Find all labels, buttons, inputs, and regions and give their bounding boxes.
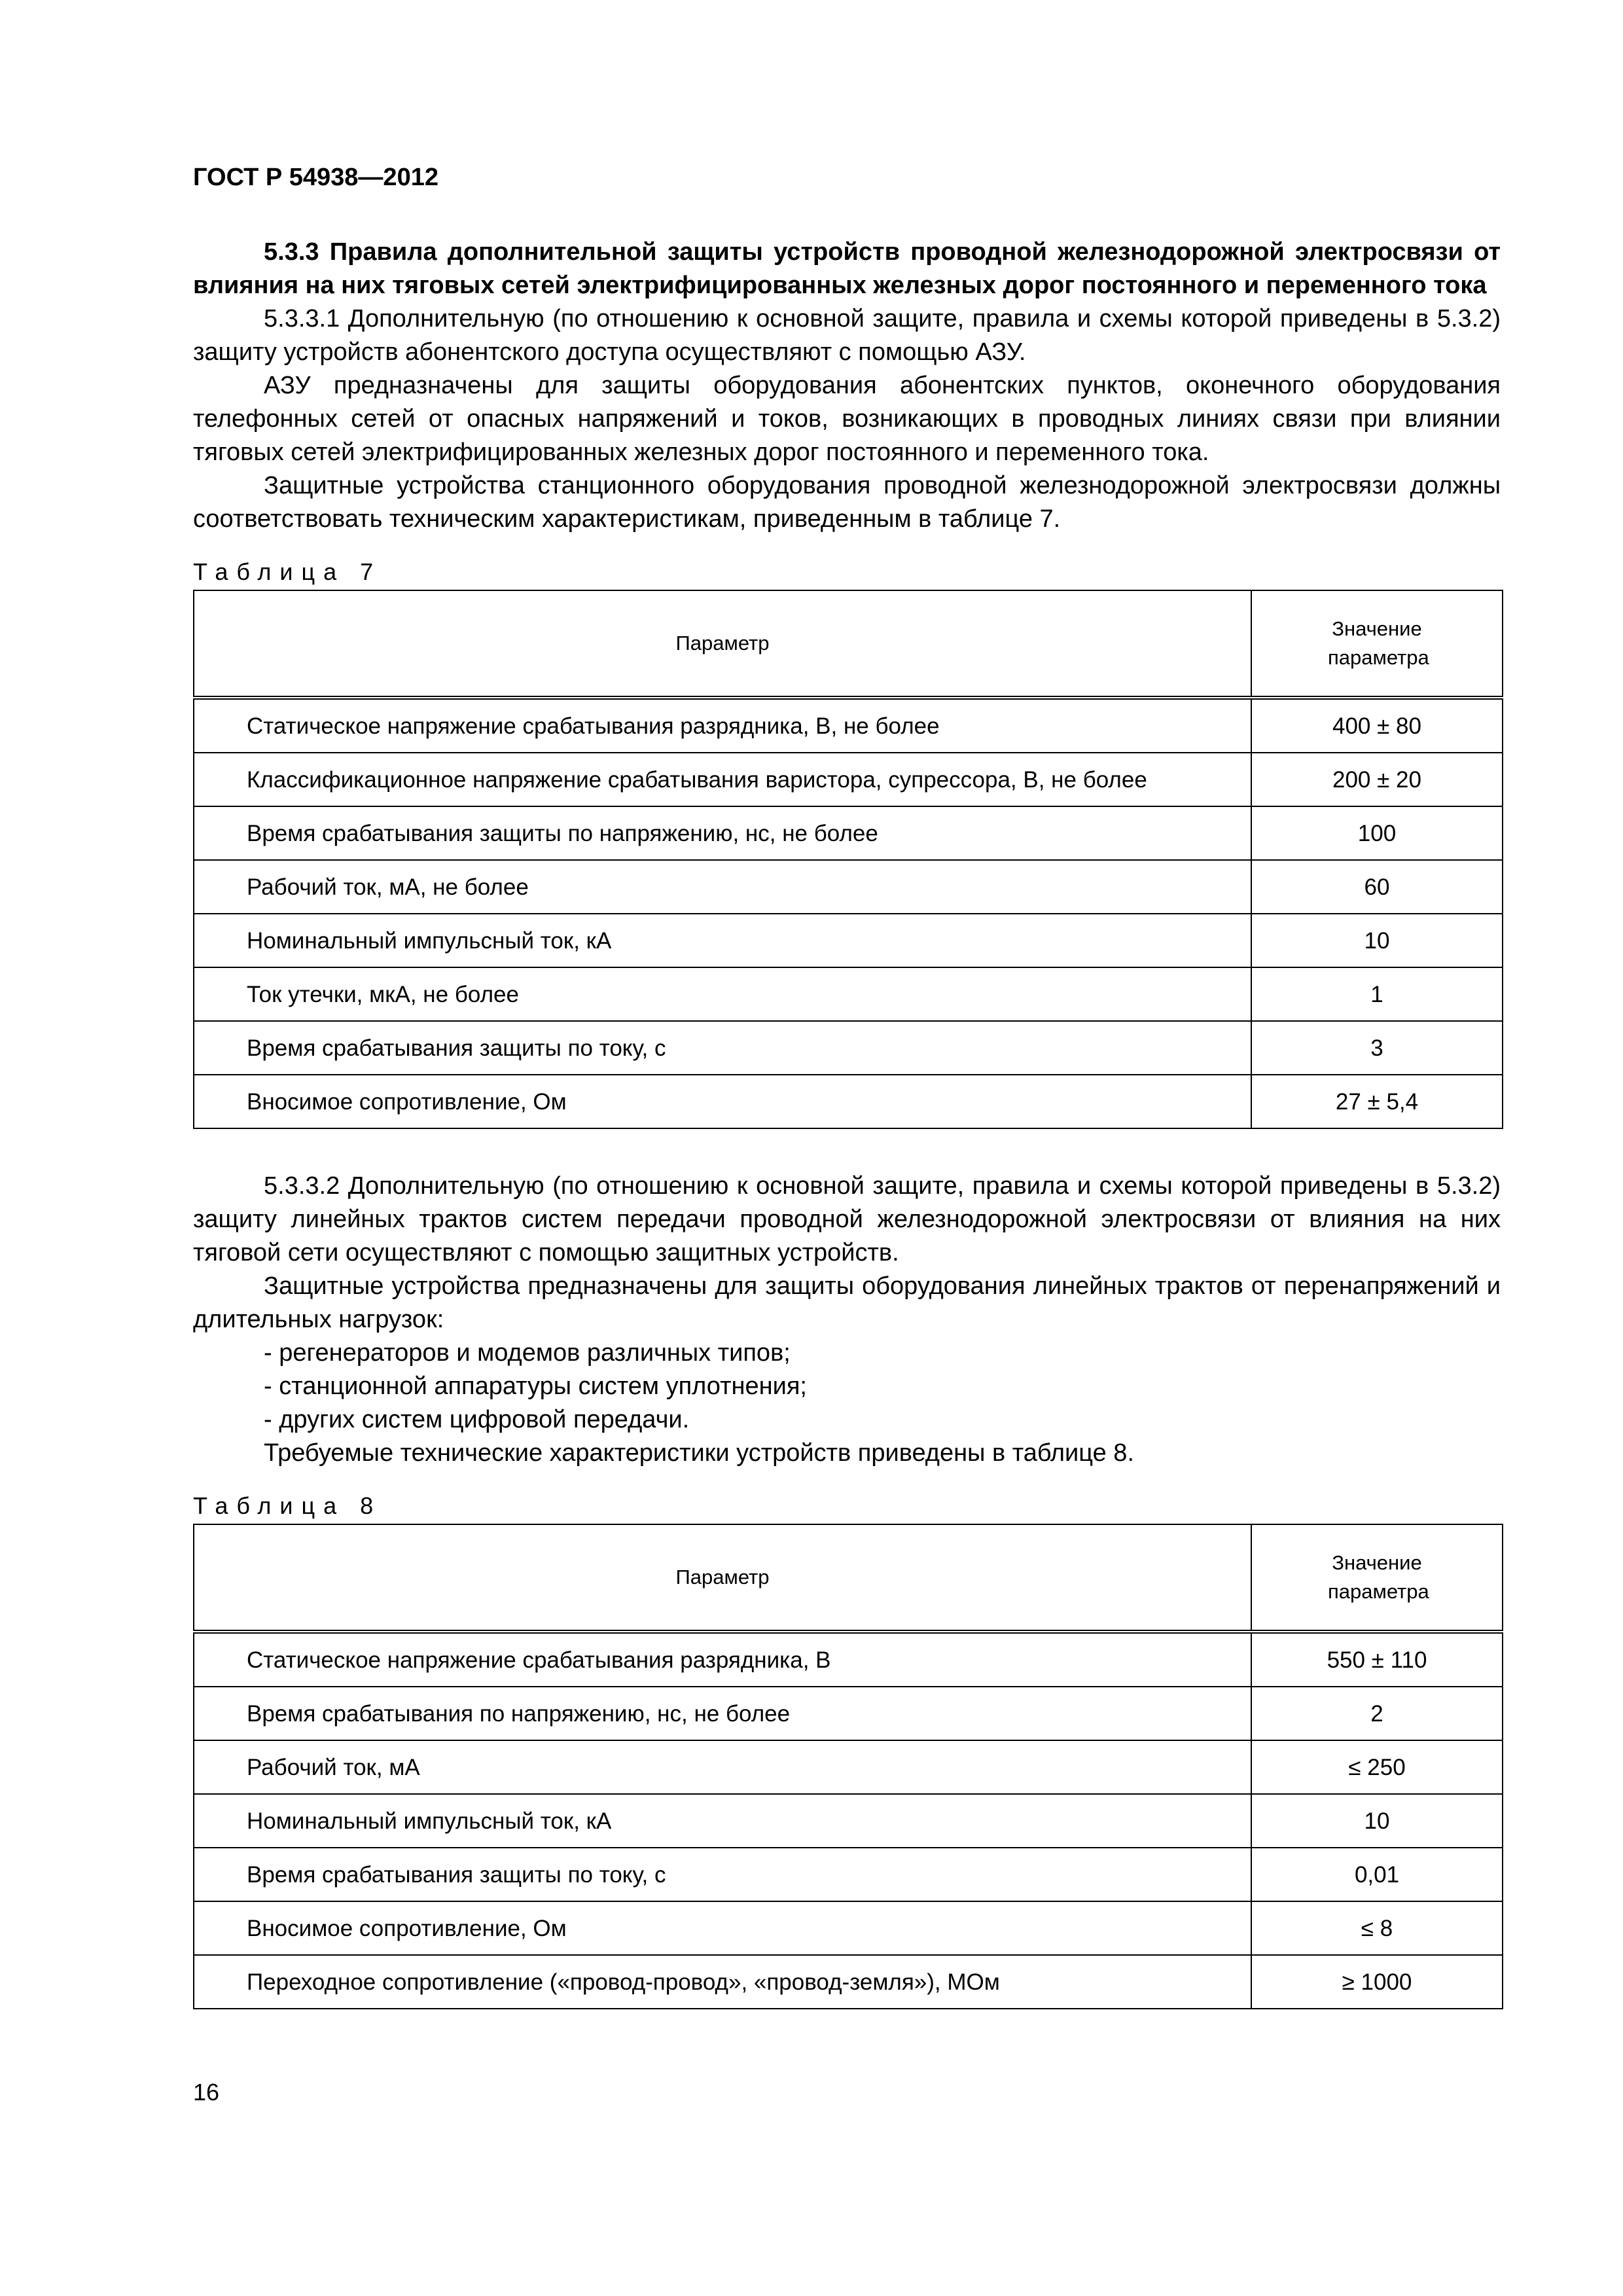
section-title-5-3-3: 5.3.3 Правила дополнительной защиты устройств проводной железнодорожной электросвязи от влияния на них тяговых сетей электрифицированных железных дорог постоянного и переменного тока [193, 238, 1501, 299]
table-row [194, 1075, 1503, 1128]
table-row [194, 1687, 1503, 1740]
table-7 [193, 590, 1503, 1129]
table-row [194, 1740, 1503, 1794]
spacer [193, 1129, 1501, 1170]
table-7-value-header-text: Значение параметра [1328, 617, 1429, 669]
table-cell-param: Рабочий ток, мА, не более [194, 860, 1251, 914]
paragraph-5-3-3-2: 5.3.3.2 Дополнительную (по отношению к основной защите, правила и схемы которой приведены в 5.3.2) защиту линейных трактов систем передачи проводной железнодорожной электросвязи от влияния на них тяговой сети осуществляют с помощью защитных устройств. [193, 1172, 1501, 1266]
table-cell-value: ≥ 1000 [1251, 1955, 1503, 2009]
table-row [194, 753, 1503, 806]
table-cell-value: 1 [1251, 967, 1503, 1021]
table-cell-value: 550 ± 110 [1251, 1632, 1503, 1687]
table-8 [193, 1524, 1503, 2009]
paragraph-table-8-reference: Требуемые технические характеристики устройств приведены в таблице 8. [264, 1439, 1134, 1467]
table-row [194, 698, 1503, 753]
table-cell-param: Вносимое сопротивление, Ом [194, 1901, 1251, 1955]
paragraph-protective-devices: Защитные устройства предназначены для защиты оборудования линейных трактов от перенапряжений и длительных нагрузок: [193, 1272, 1501, 1333]
table-row [194, 1848, 1503, 1901]
table-cell-param: Номинальный импульсный ток, кА [194, 914, 1251, 967]
table-7-label: Таблица 7 [193, 558, 382, 585]
table-cell-param: Ток утечки, мкА, не более [194, 967, 1251, 1021]
table-8-param-header: Параметр [194, 1524, 1251, 1632]
table-cell-param: Время срабатывания защиты по току, с [194, 1848, 1251, 1901]
document-code-header: ГОСТ Р 54938—2012 [193, 164, 438, 191]
table-cell-value: 3 [1251, 1021, 1503, 1075]
table-cell-value: 100 [1251, 806, 1503, 860]
table-row [194, 1955, 1503, 2009]
table-cell-value: 10 [1251, 914, 1503, 967]
table-cell-value: 400 ± 80 [1251, 698, 1503, 753]
table-row [194, 806, 1503, 860]
list-item: - регенераторов и модемов различных типов; [264, 1339, 791, 1367]
table-cell-param: Время срабатывания защиты по току, с [194, 1021, 1251, 1075]
paragraph-azu-purpose: АЗУ предназначены для защиты оборудования абонентских пунктов, оконечного оборудования телефонных сетей от опасных напряжений и токов, возникающих в проводных линиях связи при влиянии тяговых сетей электрифицированных железных дорог постоянного и переменного тока. [193, 372, 1501, 466]
table-cell-param: Рабочий ток, мА [194, 1740, 1251, 1794]
table-cell-value: 27 ± 5,4 [1251, 1075, 1503, 1128]
table-row [194, 914, 1503, 967]
table-8-value-header [1251, 1524, 1503, 1632]
table-row [194, 1632, 1503, 1687]
table-cell-param: Статическое напряжение срабатывания разрядника, В [194, 1632, 1251, 1687]
table-cell-value: 2 [1251, 1687, 1503, 1740]
table-row [194, 967, 1503, 1021]
table-cell-param: Переходное сопротивление («провод-провод», «провод-земля»), МОм [194, 1955, 1251, 2009]
table-7-value-header [1251, 590, 1503, 698]
table-cell-param: Вносимое сопротивление, Ом [194, 1075, 1251, 1128]
table-cell-param: Статическое напряжение срабатывания разрядника, В, не более [194, 698, 1251, 753]
table-7-header-row [194, 590, 1503, 698]
table-cell-value: 60 [1251, 860, 1503, 914]
page-content [193, 236, 1501, 2009]
table-row [194, 1901, 1503, 1955]
paragraph-5-3-3-1: 5.3.3.1 Дополнительную (по отношению к основной защите, правила и схемы которой приведены в 5.3.2) защиту устройств абонентского доступа осуществляют с помощью АЗУ. [193, 305, 1501, 366]
table-cell-param: Время срабатывания защиты по напряжению, нс, не более [194, 806, 1251, 860]
table-cell-value: ≤ 8 [1251, 1901, 1503, 1955]
table-7-param-header: Параметр [194, 590, 1251, 698]
table-8-header-row [194, 1524, 1503, 1632]
list-item: - других систем цифровой передачи. [264, 1406, 690, 1433]
paragraph-station-requirements: Защитные устройства станционного оборудования проводной железнодорожной электросвязи должны соответствовать техническим характеристикам, приведенным в таблице 7. [193, 472, 1501, 533]
table-cell-value: 0,01 [1251, 1848, 1503, 1901]
table-cell-value: 10 [1251, 1794, 1503, 1848]
list-item: - станционной аппаратуры систем уплотнения; [264, 1372, 807, 1400]
table-cell-param: Классификационное напряжение срабатывания варистора, супрессора, В, не более [194, 753, 1251, 806]
table-row [194, 1794, 1503, 1848]
table-cell-value: ≤ 250 [1251, 1740, 1503, 1794]
table-8-value-header-text: Значение параметра [1328, 1551, 1429, 1603]
table-cell-param: Время срабатывания по напряжению, нс, не более [194, 1687, 1251, 1740]
page-number: 16 [193, 2079, 220, 2106]
table-8-label: Таблица 8 [193, 1492, 382, 1519]
table-cell-param: Номинальный импульсный ток, кА [194, 1794, 1251, 1848]
table-cell-value: 200 ± 20 [1251, 753, 1503, 806]
table-row [194, 860, 1503, 914]
table-row [194, 1021, 1503, 1075]
